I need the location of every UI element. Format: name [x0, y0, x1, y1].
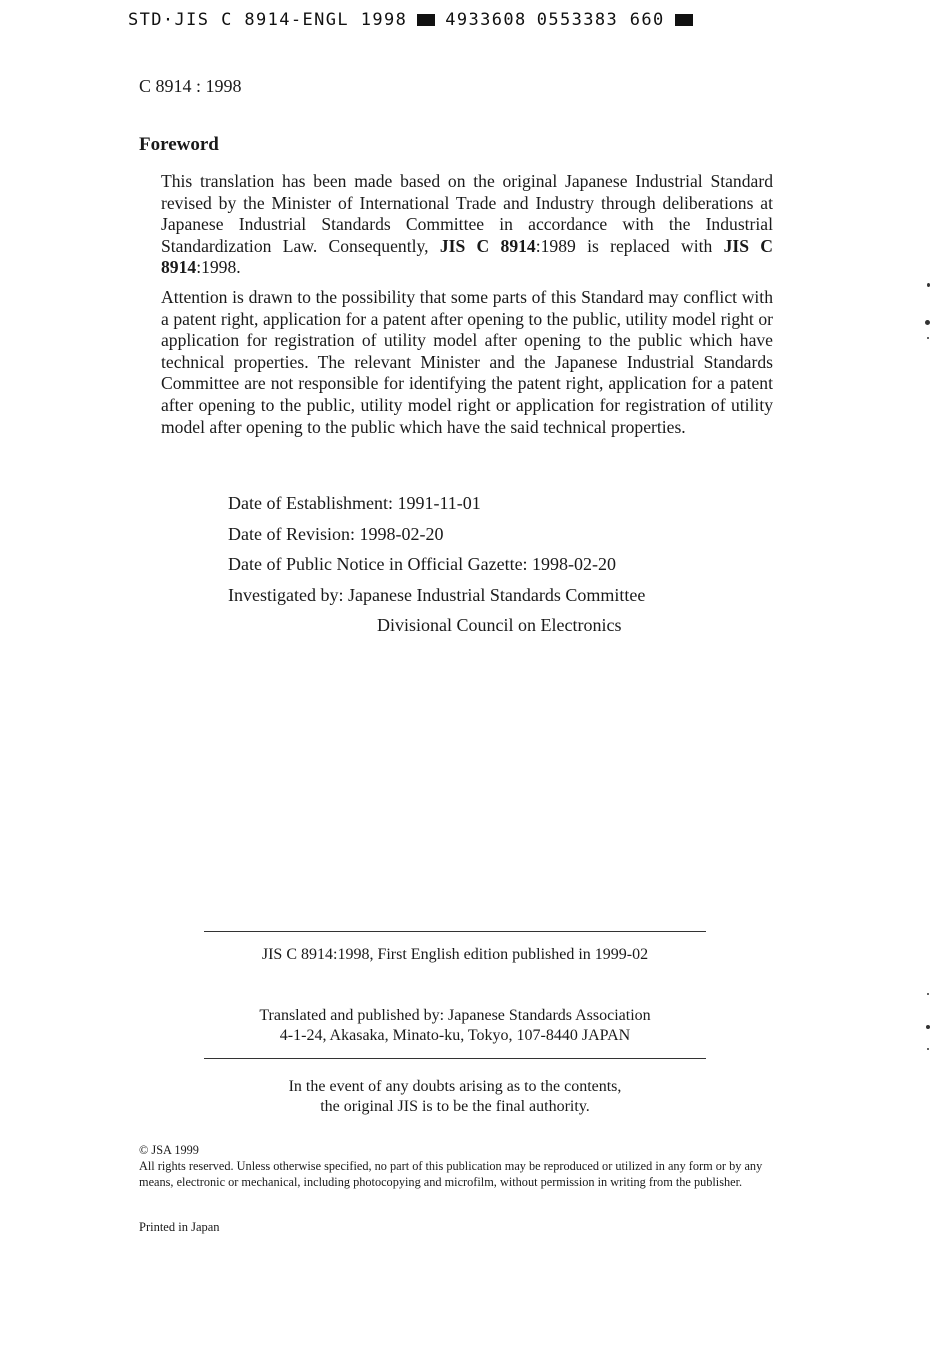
publisher-line-1: Translated and published by: Japanese Standards Association	[259, 1007, 651, 1024]
authority-note	[0, 1077, 910, 1117]
rights-text: All rights reserved. Unless otherwise specified, no part of this publication may be reproduced or utilized in any form or by any means, electronic or mechanical, including photocopying and microfilm, without permission in writing from the publisher.	[139, 1159, 763, 1189]
para1-text-a: This translation has been made based on the original Japanese Industrial Standard revised by the Minister of International Trade and Industry through deliberations at Japanese Industrial Standards Committee in accordance with the Industrial Standardization Law. Consequently,	[161, 171, 773, 256]
publisher-line-2: 4-1-24, Akasaka, Minato-ku, Tokyo, 107-8440 JAPAN	[279, 1027, 631, 1044]
printed-in: Printed in Japan	[139, 1220, 220, 1234]
authority-note-line-1: In the event of any doubts arising as to the contents,	[288, 1078, 622, 1095]
standard-code: STD·JIS C 8914-ENGL 1998	[128, 10, 408, 30]
copyright-symbol-line: © JSA 1999	[139, 1143, 199, 1157]
para1-text-c: :1998.	[196, 257, 241, 278]
divider-top	[204, 931, 706, 932]
scan-speck	[927, 337, 929, 339]
barcode-block-icon	[417, 14, 435, 26]
scan-speck	[927, 1048, 929, 1050]
doc-number: C 8914 : 1998	[139, 76, 242, 96]
foreword-paragraph-1	[161, 171, 773, 279]
investigated-by: Investigated by: Japanese Industrial Standards Committee	[228, 584, 646, 605]
scan-speck	[925, 320, 930, 325]
scan-speck	[926, 1025, 930, 1029]
council-name: Divisional Council on Electronics	[377, 615, 622, 635]
document-header	[128, 10, 693, 30]
para1-bold-b: JIS C 8914	[161, 235, 773, 278]
authority-note-line-2: the original JIS is to be the final authority.	[320, 1098, 590, 1115]
header-number-1: 4933608	[445, 10, 527, 30]
para1-text-b: :1989 is replaced with	[535, 235, 724, 256]
edition-line: JIS C 8914:1998, First English edition published in 1999-02	[261, 946, 649, 963]
foreword-paragraph-2: Attention is drawn to the possibility that some parts of this Standard may conflict with a patent right, application for a patent after opening to the public, utility model right or application for registration of utility model after opening to the public which have technical properties. The relevant Minister and the Japanese Industrial Standards Committee are not responsible for identifying the patent right, application for a patent after opening to the public, utility model right or application for registration of utility model after opening to the public which have the said technical properties.	[161, 287, 773, 437]
date-establishment: Date of Establishment: 1991-11-01	[228, 493, 481, 513]
copyright-block	[139, 1142, 779, 1190]
date-public-notice: Date of Public Notice in Official Gazette: 1998-02-20	[228, 554, 617, 574]
header-number-2: 0553383 660	[536, 10, 665, 30]
section-title: Foreword	[139, 134, 219, 155]
publisher-block	[0, 1006, 910, 1046]
dates-block	[228, 488, 645, 641]
barcode-block-icon	[675, 14, 693, 26]
scan-speck	[927, 993, 929, 995]
para1-bold-a: JIS C 8914	[439, 235, 536, 256]
divider-bottom	[204, 1058, 706, 1059]
date-revision: Date of Revision: 1998-02-20	[228, 523, 444, 544]
scan-speck	[927, 283, 930, 287]
